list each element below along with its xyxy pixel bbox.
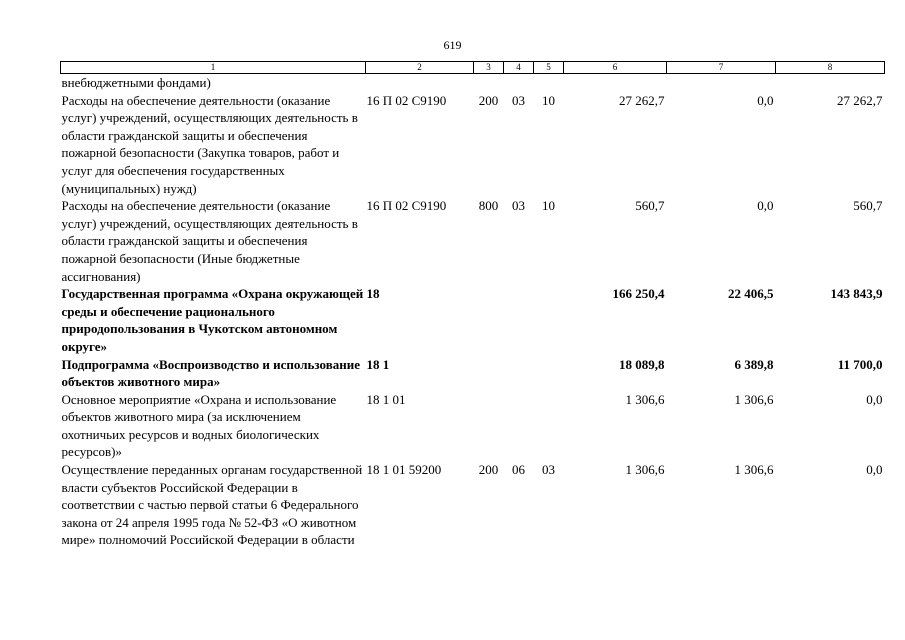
row-value-6 <box>564 74 667 92</box>
row-value-7: 1 306,6 <box>734 391 774 407</box>
row-vr-code: 200 <box>478 92 499 108</box>
row-value-6: 1 306,6 <box>625 462 665 478</box>
row-name: Подпрограмма «Воспроизводство и использование объектов животного мира» <box>61 356 360 390</box>
row-section-code: 03 <box>512 92 525 108</box>
row-csr-code: 18 1 01 59200 <box>366 462 442 478</box>
row-value-8: 11 700,0 <box>837 356 883 372</box>
row-subsection-code <box>534 391 564 461</box>
row-subsection-code: 03 <box>542 462 555 478</box>
row-value-6: 18 089,8 <box>619 356 665 372</box>
column-number-6: 6 <box>564 62 667 74</box>
row-value-7: 22 406,5 <box>728 286 774 302</box>
row-csr-code: 18 1 01 <box>366 391 406 407</box>
table-row <box>61 74 885 92</box>
table-row <box>61 461 885 549</box>
row-subsection-code <box>534 356 564 391</box>
column-number-3: 3 <box>474 62 504 74</box>
column-number-1: 1 <box>61 62 366 74</box>
row-value-7: 0,0 <box>757 198 774 214</box>
row-value-8: 27 262,7 <box>837 92 883 108</box>
row-name: внебюджетными фондами) <box>61 75 211 90</box>
row-csr-code: 16 П 02 С9190 <box>366 92 447 108</box>
row-section-code <box>504 285 534 355</box>
budget-table <box>60 61 885 549</box>
row-value-6: 1 306,6 <box>625 391 665 407</box>
row-value-7: 6 389,8 <box>734 356 774 372</box>
row-value-7: 0,0 <box>757 92 774 108</box>
row-csr-code: 16 П 02 С9190 <box>366 198 447 214</box>
row-value-7: 1 306,6 <box>734 462 774 478</box>
column-number-8: 8 <box>776 62 885 74</box>
row-vr-code <box>474 285 504 355</box>
row-vr-code <box>474 74 504 92</box>
table-row <box>61 391 885 461</box>
table-row <box>61 92 885 198</box>
row-value-8: 560,7 <box>853 198 883 214</box>
row-name: Расходы на обеспечение деятельности (оказание услуг) учреждений, осуществляющих деятельность в области гражданской защиты и обеспечения пожарной безопасности (Иные бюджетные ассигнования) <box>61 198 358 284</box>
row-value-8: 0,0 <box>866 391 883 407</box>
table-row <box>61 197 885 285</box>
row-name: Государственная программа «Охрана окружающей среды и обеспечение рационального природопользования в Чукотском автономном округе» <box>61 286 364 354</box>
table-row <box>61 356 885 391</box>
row-subsection-code <box>534 285 564 355</box>
row-section-code: 03 <box>512 198 525 214</box>
row-subsection-code: 10 <box>542 198 555 214</box>
column-number-7: 7 <box>667 62 776 74</box>
row-name: Основное мероприятие «Охрана и использование объектов животного мира (за исключением охотничьих ресурсов и водных биологических ресурсов)» <box>61 391 337 460</box>
row-section-code <box>504 391 534 461</box>
row-subsection-code <box>534 74 564 92</box>
row-value-8 <box>776 74 885 92</box>
column-number-row <box>61 62 885 74</box>
row-subsection-code: 10 <box>542 92 555 108</box>
row-csr-code: 18 <box>366 286 380 302</box>
row-value-6: 27 262,7 <box>619 92 665 108</box>
row-vr-code: 200 <box>478 462 499 478</box>
row-value-6: 560,7 <box>635 198 665 214</box>
row-value-8: 0,0 <box>866 462 883 478</box>
row-section-code <box>504 356 534 391</box>
row-value-7 <box>667 74 776 92</box>
column-number-5: 5 <box>534 62 564 74</box>
column-number-2: 2 <box>366 62 474 74</box>
row-section-code <box>504 74 534 92</box>
row-value-6: 166 250,4 <box>612 286 665 302</box>
row-section-code: 06 <box>512 462 525 478</box>
table-row <box>61 285 885 355</box>
row-value-8: 143 843,9 <box>830 286 883 302</box>
row-vr-code <box>474 391 504 461</box>
row-csr-code <box>366 74 474 92</box>
page-number: 619 <box>443 38 462 52</box>
row-name: Расходы на обеспечение деятельности (оказание услуг) учреждений, осуществляющих деятельность в области гражданской защиты и обеспечения пожарной безопасности (Закупка товаров, работ и услуг для обеспечения государственных (муниципальных) нужд) <box>61 92 358 196</box>
row-name: Осуществление переданных органам государственной власти субъектов Российской Федерации в соответствии с частью первой статьи 6 Федерального закона от 24 апреля 1995 года № 52-ФЗ «О животном мире» полномочий Российской Федерации в области <box>61 462 363 548</box>
row-vr-code: 800 <box>478 198 499 214</box>
column-number-4: 4 <box>504 62 534 74</box>
row-vr-code <box>474 356 504 391</box>
row-csr-code: 18 1 <box>366 356 390 372</box>
